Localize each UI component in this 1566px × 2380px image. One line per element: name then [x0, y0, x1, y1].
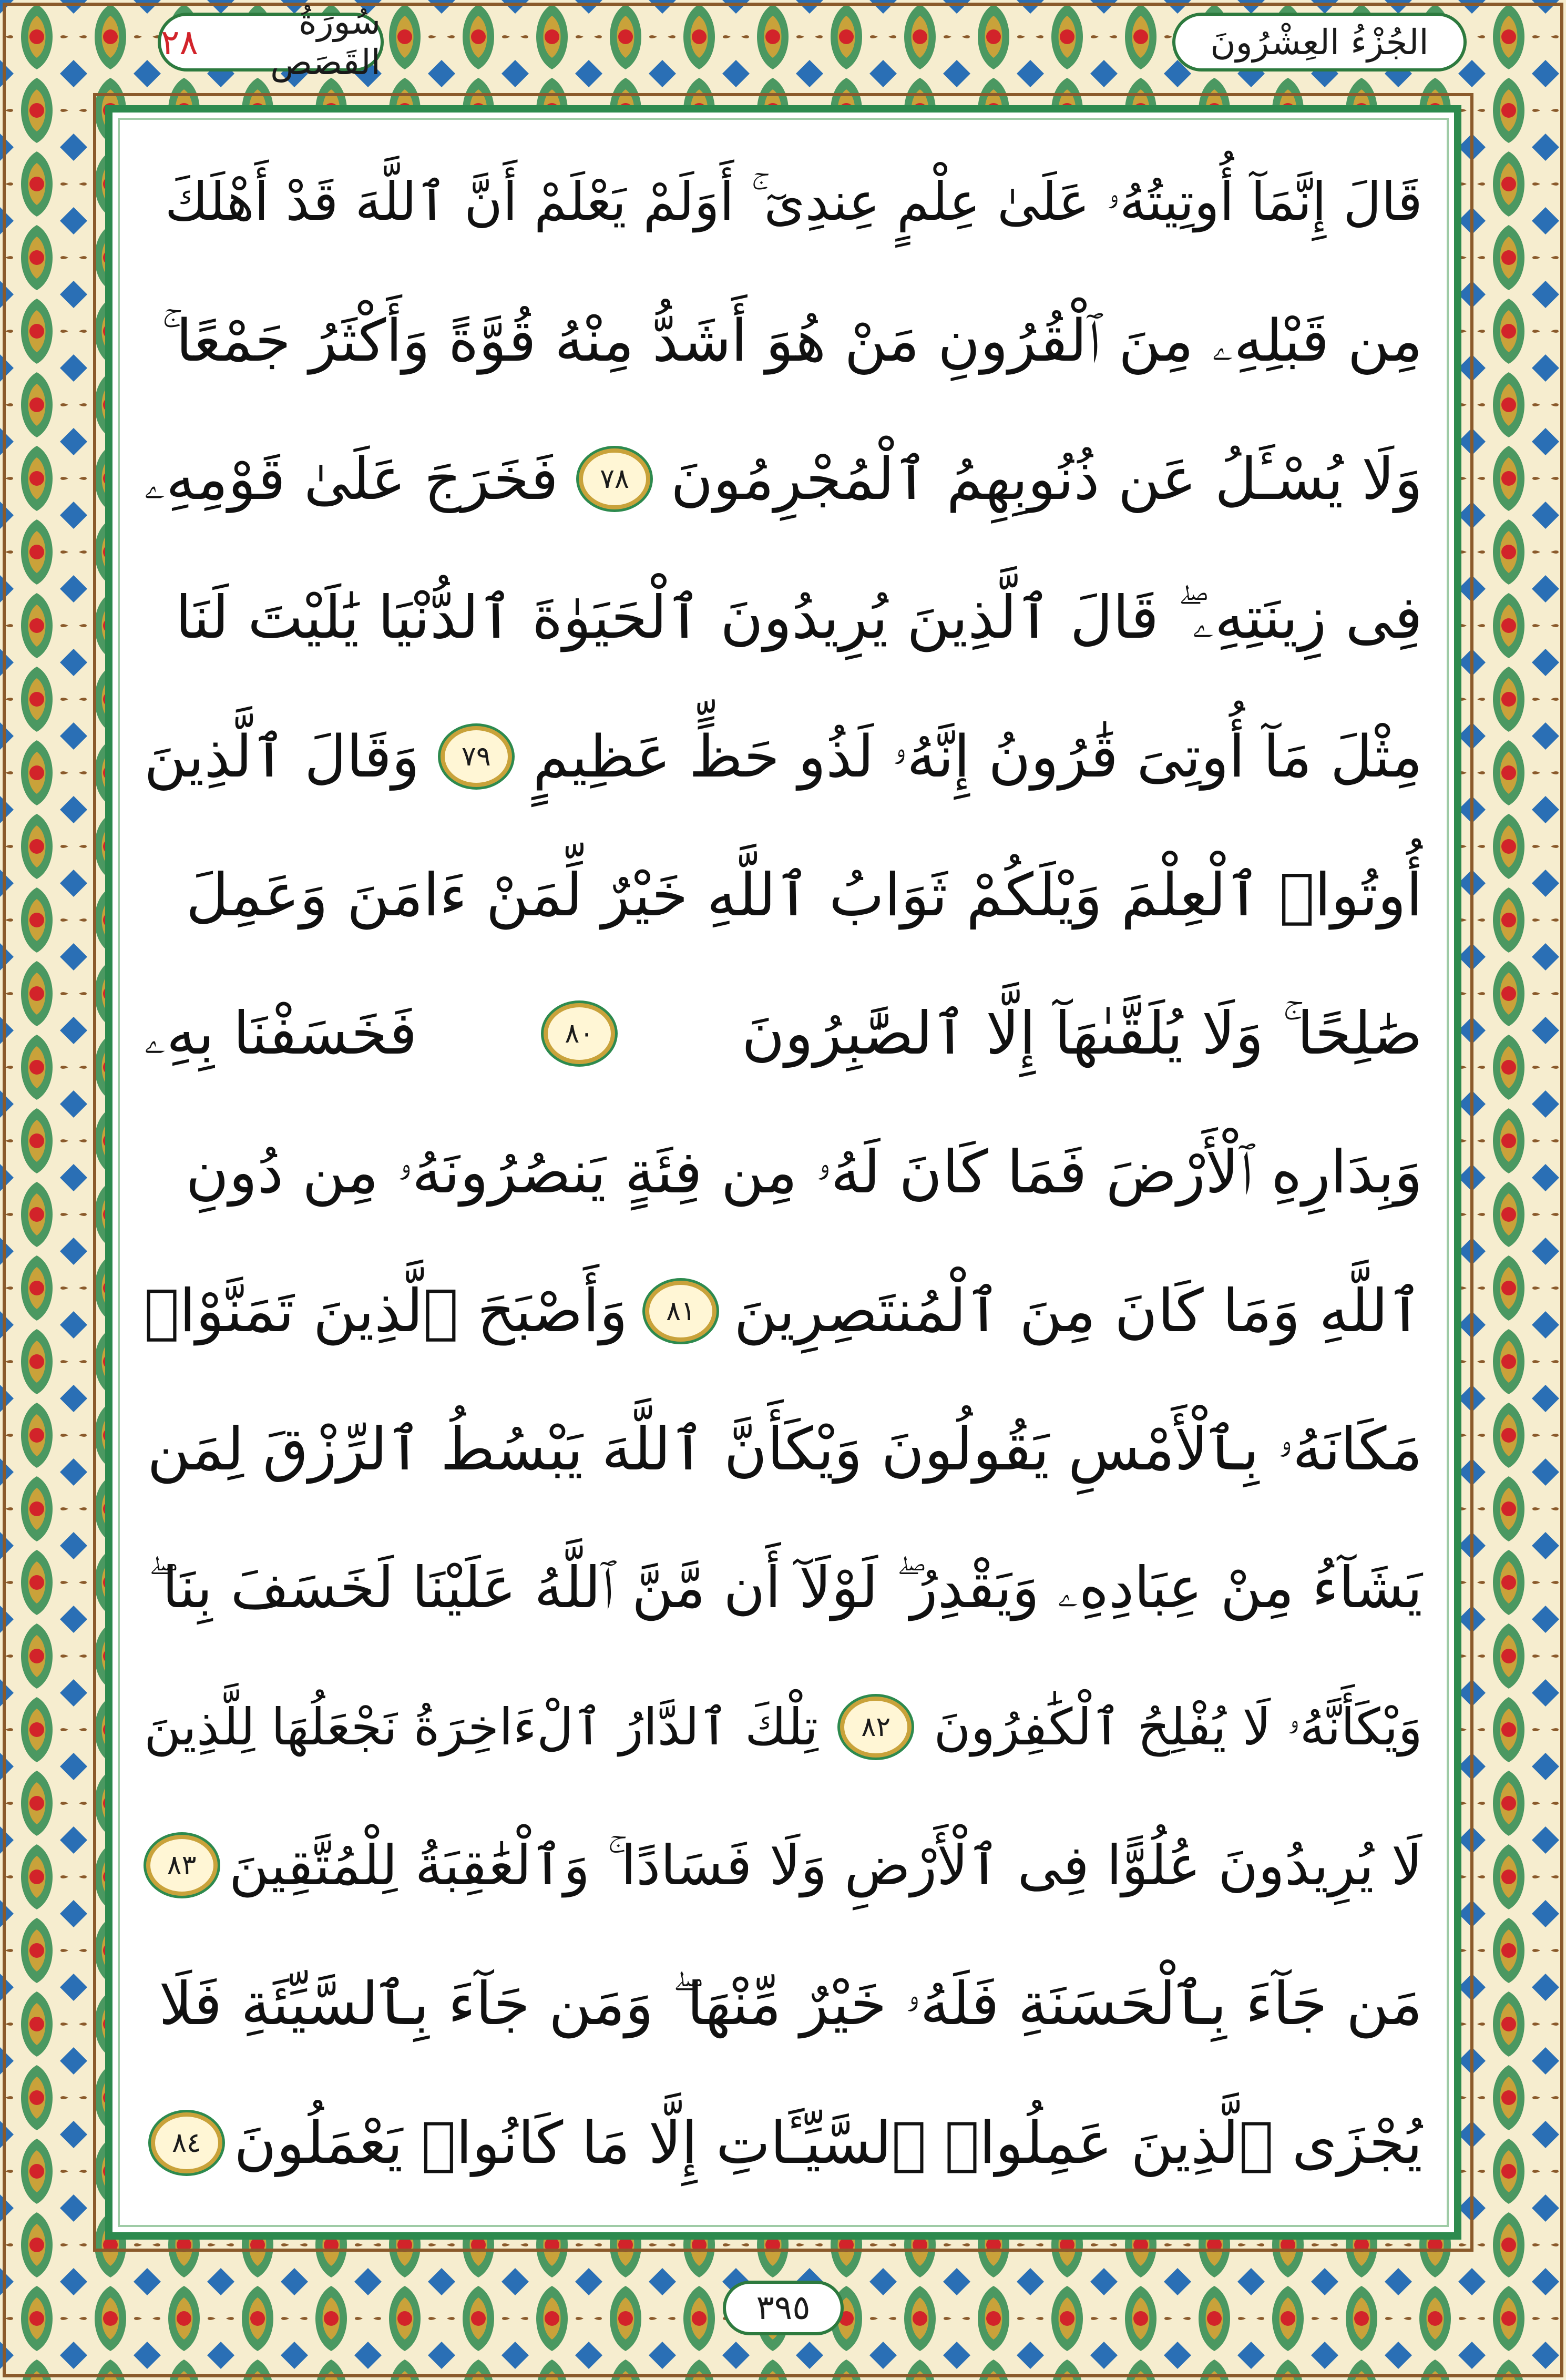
line-segment: صَٰلِحًا ۚ وَلَا يُلَقَّىٰهَآ إِلَّا ٱلصَّٰبِرُونَ: [741, 999, 1422, 1068]
surah-label: سُورَةُ القَصَص: [270, 2, 381, 83]
ayah-number-marker: ٧٩: [441, 726, 512, 787]
text-line: [144, 1530, 1422, 1646]
line-segment: فَخَرَجَ عَلَىٰ قَوْمِهِۦ: [144, 445, 559, 513]
line-segment: فَخَسَفْنَا بِهِۦ: [144, 999, 417, 1068]
text-line: [144, 1669, 1422, 1785]
text-line: [144, 837, 1422, 953]
line-segment: مِن قَبْلِهِۦ مِنَ ٱلْقُرُونِ مَنْ هُوَ أَشَدُّ مِنْهُ قُوَّةً وَأَكْثَرُ جَمْعًا ۚ: [161, 307, 1422, 374]
line-segment: مَكَانَهُۥ بِٱلْأَمْسِ يَقُولُونَ وَيْكَأَنَّ ٱللَّهَ يَبْسُطُ ٱلرِّزْقَ لِمَن: [147, 1415, 1422, 1484]
line-segment: وَيْكَأَنَّهُۥ لَا يُفْلِحُ ٱلْكَٰفِرُونَ: [934, 1697, 1422, 1756]
ayah-number-marker: ٨٠: [544, 1003, 615, 1064]
line-segment: تِلْكَ ٱلدَّارُ ٱلْءَاخِرَةُ نَجْعَلُهَا لِلَّذِينَ: [144, 1697, 818, 1756]
line-segment: مِثْلَ مَآ أُوتِىَ قَٰرُونُ إِنَّهُۥ لَذُو حَظٍّ عَظِيمٍ: [533, 722, 1422, 790]
ayah-lines: [144, 144, 1422, 2201]
surah-header-badge: [158, 2, 384, 83]
line-segment: يَشَآءُ مِنْ عِبَادِهِۦ وَيَقْدِرُ ۖ لَوْلَآ أَن مَّنَّ ٱللَّهُ عَلَيْنَا لَخَسَفَ بِنَا ۖ: [148, 1555, 1422, 1621]
line-segment: وَلَا يُسْـَٔلُ عَن ذُنُوبِهِمُ ٱلْمُجْرِمُونَ: [670, 445, 1422, 513]
line-segment: قَالَ إِنَّمَآ أُوتِيتُهُۥ عَلَىٰ عِلْمٍ عِندِىٓ ۚ أَوَلَمْ يَعْلَمْ أَنَّ ٱللَّهَ قَدْ أَهْلَكَ: [165, 171, 1422, 232]
ayah-number-marker: ٨٢: [840, 1697, 912, 1758]
line-segment: وَأَصْبَحَ ٱلَّذِينَ تَمَنَّوْا۟: [144, 1276, 628, 1345]
juz-header-badge: [1172, 13, 1467, 71]
line-segment: لَا يُرِيدُونَ عُلُوًّا فِى ٱلْأَرْضِ وَلَا فَسَادًا ۚ وَٱلْعَٰقِبَةُ لِلْمُتَّقِينَ: [229, 1833, 1422, 1898]
text-line: [144, 1392, 1422, 1507]
line-segment: وَقَالَ ٱلَّذِينَ: [144, 722, 420, 790]
line-segment: يُجْزَى ٱلَّذِينَ عَمِلُوا۟ ٱلسَّيِّـَٔاتِ إِلَّا مَا كَانُوا۟ يَعْمَلُونَ: [234, 2109, 1422, 2177]
page-number-badge: [723, 2281, 844, 2335]
text-line: [144, 976, 1422, 1091]
text-line: [144, 699, 1422, 814]
ayah-number-marker: ٨٣: [146, 1835, 218, 1896]
text-line: [144, 2085, 1422, 2201]
ayah-number-marker: ٨٤: [151, 2112, 222, 2173]
text-line: [144, 283, 1422, 399]
line-segment: ٱللَّهِ وَمَا كَانَ مِنَ ٱلْمُنتَصِرِينَ: [734, 1276, 1422, 1345]
text-line: [144, 1253, 1422, 1369]
line-segment: مَن جَآءَ بِٱلْحَسَنَةِ فَلَهُۥ خَيْرٌ مِّنْهَا ۖ وَمَن جَآءَ بِٱلسَّيِّئَةِ فَلَا: [159, 1970, 1422, 2039]
text-line: [144, 144, 1422, 260]
line-segment: وَبِدَارِهِ ٱلْأَرْضَ فَمَا كَانَ لَهُۥ مِن فِئَةٍ يَنصُرُونَهُۥ مِن دُونِ: [186, 1138, 1422, 1207]
ayah-number-marker: ٧٨: [579, 448, 650, 509]
text-line: [144, 560, 1422, 676]
line-segment: أُوتُوا۟ ٱلْعِلْمَ وَيْلَكُمْ ثَوَابُ ٱللَّهِ خَيْرٌ لِّمَنْ ءَامَنَ وَعَمِلَ: [186, 861, 1422, 929]
line-segment: فِى زِينَتِهِۦ ۖ قَالَ ٱلَّذِينَ يُرِيدُونَ ٱلْحَيَوٰةَ ٱلدُّنْيَا يَٰلَيْتَ لَنَا: [175, 584, 1422, 652]
text-line: [144, 1807, 1422, 1923]
surah-number: ٢٨: [161, 22, 198, 63]
juz-label: الجُزْءُ العِشْرُونَ: [1210, 22, 1429, 63]
text-line: [144, 421, 1422, 537]
text-line: [144, 1115, 1422, 1230]
page-number: ٣٩٥: [756, 2289, 811, 2327]
ayah-number-marker: ٨١: [645, 1281, 717, 1342]
text-line: [144, 1946, 1422, 2062]
text-panel: [105, 105, 1461, 2240]
